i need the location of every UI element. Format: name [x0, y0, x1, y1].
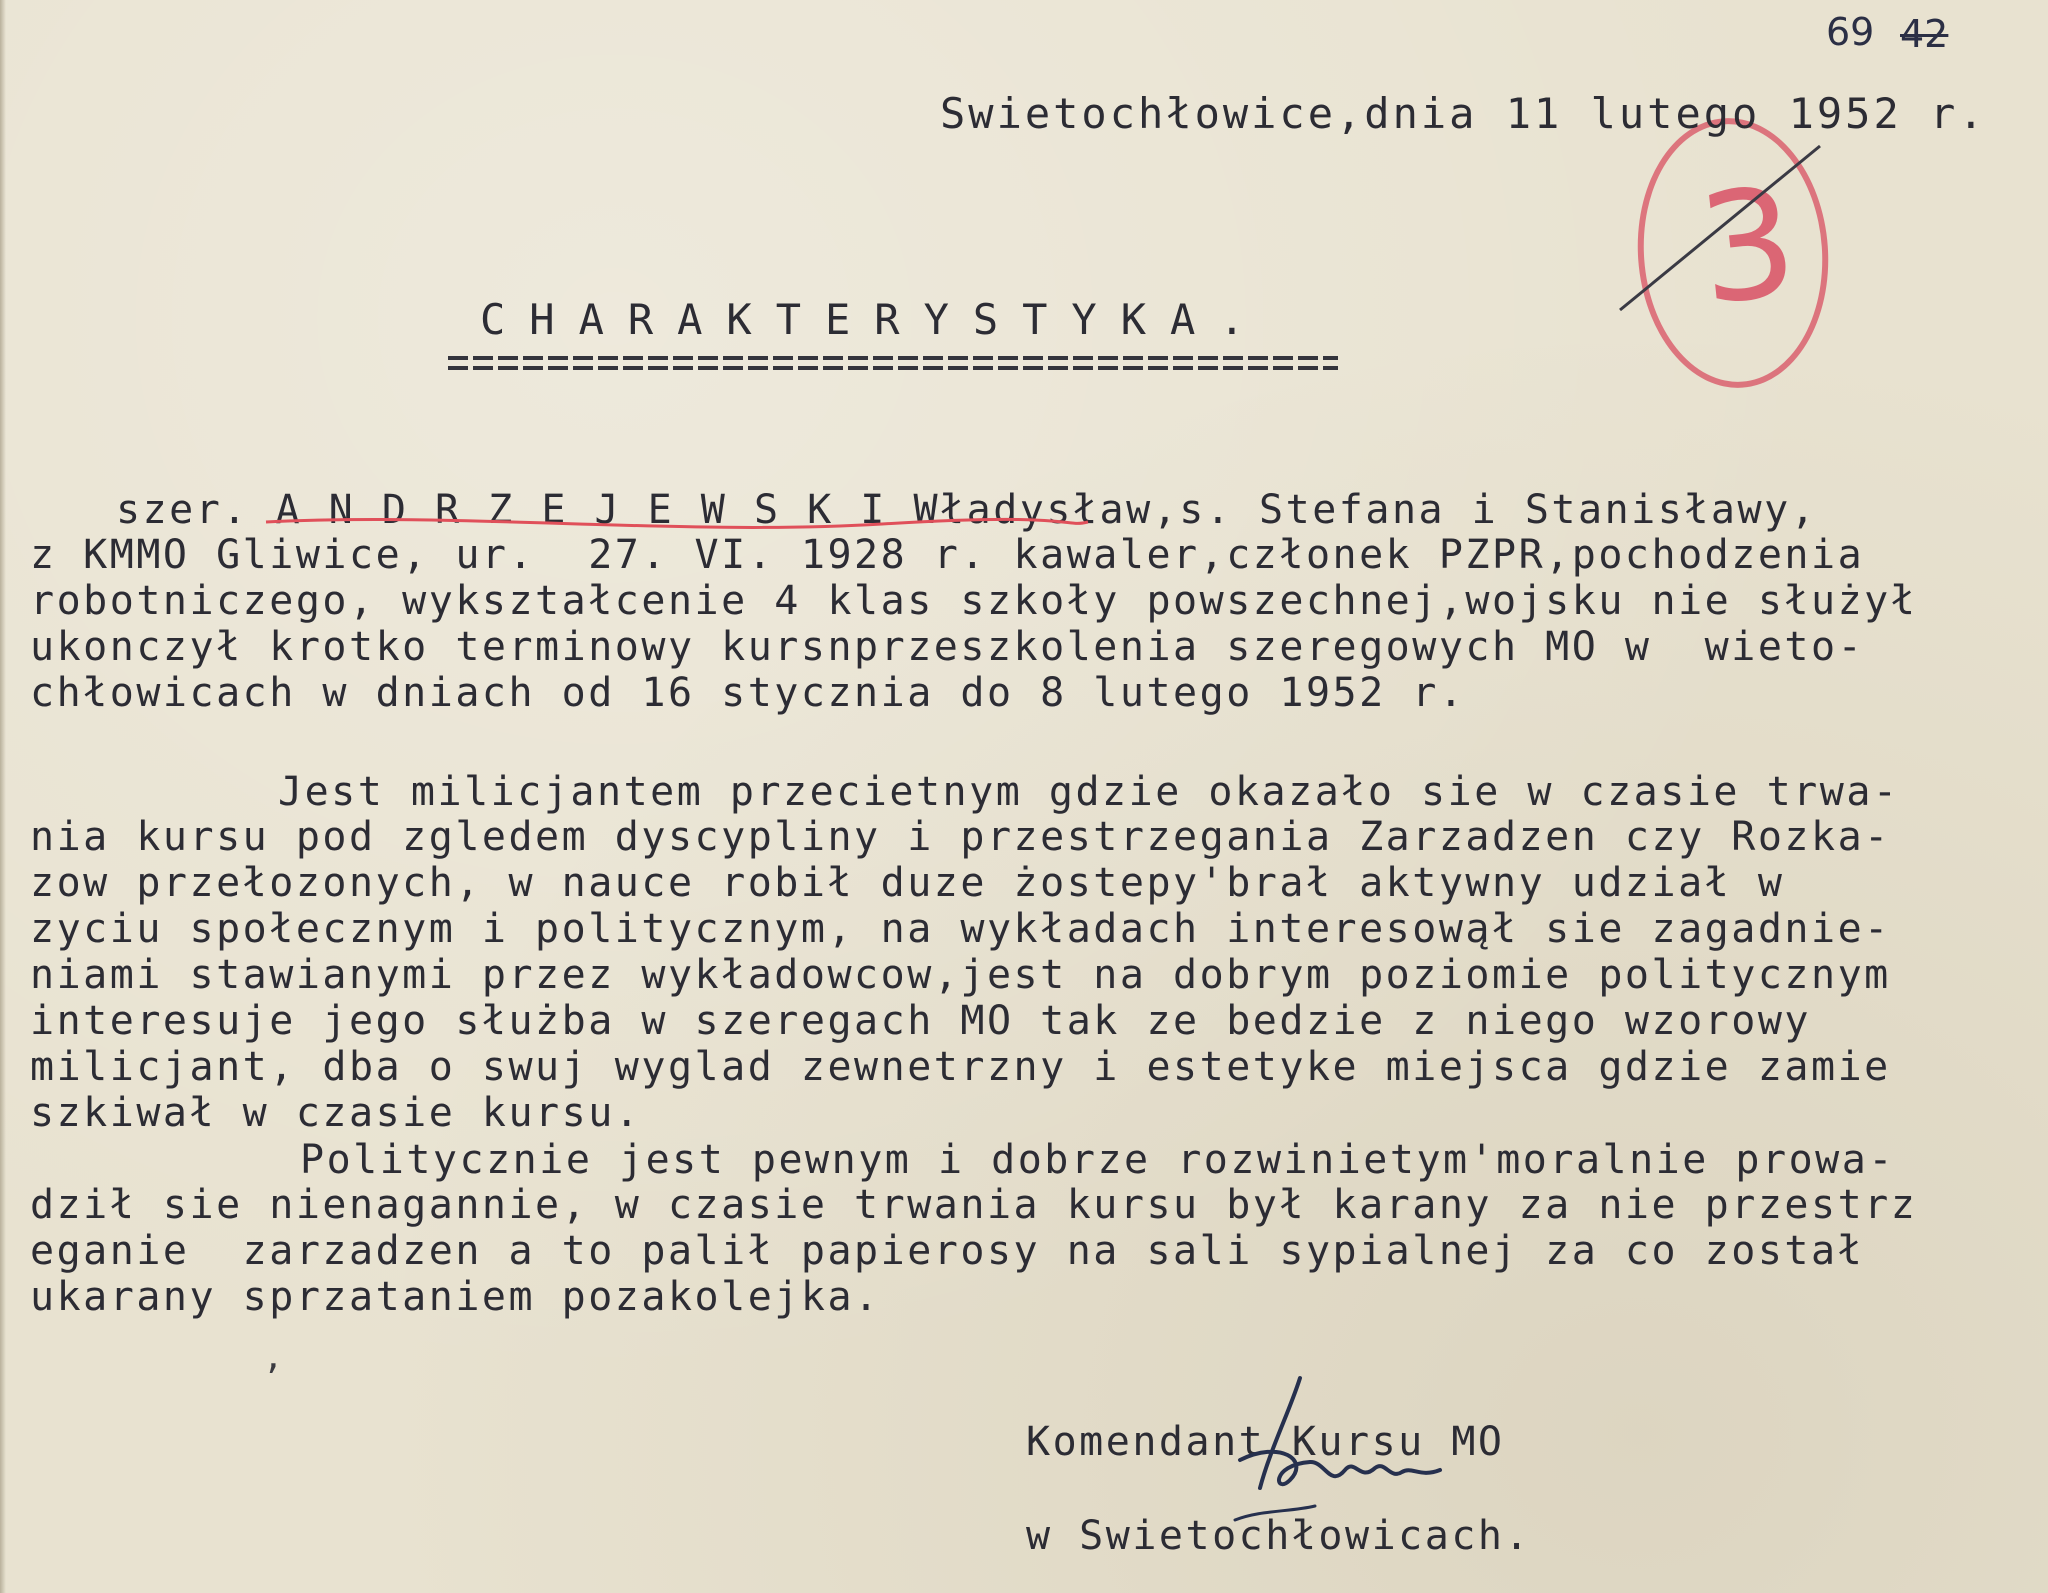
intro-line-3: robotniczego, wykształcenie 4 klas szkoły powszechnej,wojsku nie służył — [30, 578, 1918, 624]
assessment-line-5: niami stawianymi przez wykładowcow,jest na dobrym poziomie politycznym — [30, 952, 1891, 998]
political-line-1: Politycznie jest pewnym i dobrze rozwinietym'moralnie prowa- — [300, 1137, 1895, 1183]
ink-tick-mark: ʼ — [262, 1358, 283, 1398]
pencil-strike-mark — [1600, 130, 1840, 330]
assessment-line-4: zyciu społecznym i politycznym, na wykładach interesowął sie zagadnie- — [30, 906, 1891, 952]
assessment-line-2: nia kursu pod zgledem dyscypliny i przestrzegania Zarzadzen czy Rozka- — [30, 814, 1891, 860]
intro-line-1: szer. A N D R Z E J E W S K I Władysław,s. Stefana i Stanisławy, — [116, 487, 1818, 533]
intro-line-5: chłowicach w dniach od 16 stycznia do 8 lutego 1952 r. — [30, 670, 1466, 716]
assessment-line-7: milicjant, dba o swuj wyglad zewnetrzny i estetyke miejsca gdzie zamie — [30, 1044, 1891, 1090]
folio-old-number: 42 — [1900, 12, 1949, 56]
handwritten-signature — [1140, 1370, 1460, 1530]
intro-line-2: z KMMO Gliwice, ur. 27. VI. 1928 r. kawaler,członek PZPR,pochodzenia — [30, 532, 1865, 578]
political-line-2: dził sie nienagannie, w czasie trwania kursu był karany za nie przestrz — [30, 1182, 1918, 1228]
assessment-line-3: zow przełozonych, w nauce robił duze żostepy'brał aktywny udział w — [30, 860, 1785, 906]
assessment-line-8: szkiwał w czasie kursu. — [30, 1090, 642, 1136]
folio-number: 69 — [1826, 10, 1875, 54]
signature-title-line: Komendant Kursu MO — [1026, 1419, 1505, 1465]
political-line-4: ukarany sprzataniem pozakolejka. — [30, 1274, 881, 1320]
assessment-line-6: interesuje jego służba w szeregach MO tak ze bedzie z niego wzorowy — [30, 998, 1811, 1044]
signature-place-line: w Swietochłowicach. — [1026, 1513, 1532, 1559]
stamp-number: 3 — [1691, 155, 1805, 339]
title-double-rule — [448, 352, 1338, 378]
assessment-line-1: Jest milicjantem przecietnym gdzie okazało sie w czasie trwa- — [278, 769, 1900, 815]
name-red-underline — [262, 510, 1092, 544]
intro-line-4: ukonczył krotko terminowy kursnprzeszkolenia szeregowych MO w wieto- — [30, 624, 1865, 670]
political-line-3: eganie zarzadzen a to palił papierosy na sali sypialnej za co został — [30, 1228, 1865, 1274]
document-title: CHARAKTERYSTYKA. — [480, 295, 1269, 344]
date-line: Swietochłowice,dnia 11 lutego 1952 r. — [940, 89, 1987, 138]
